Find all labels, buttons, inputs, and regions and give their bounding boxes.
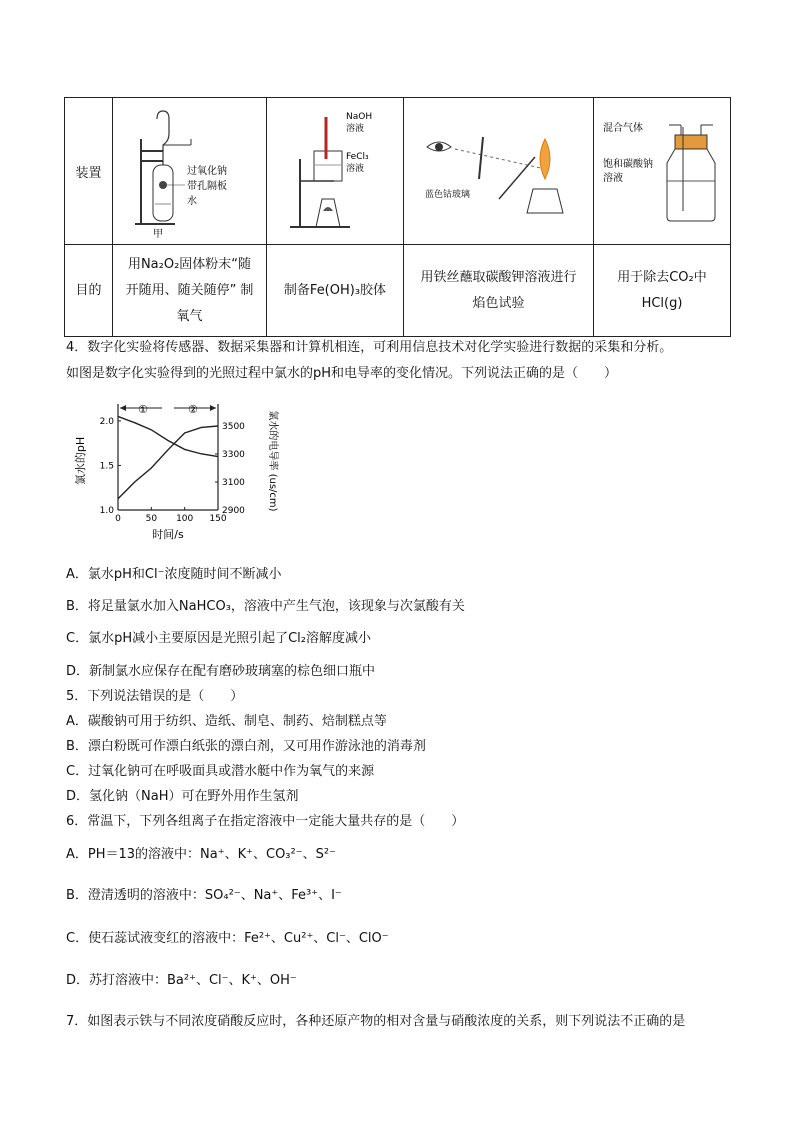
q6-option-b: B．澄清透明的溶液中：SO₄²⁻、Na⁺、Fe³⁺、I⁻ xyxy=(66,888,342,903)
x-tick-label: 100 xyxy=(176,514,194,524)
label-fecl3: FeCl₃ xyxy=(346,152,369,162)
x-axis-label: 时间/s xyxy=(152,528,184,541)
q5-option-a: A．碳酸钠可用于纺织、造纸、制皂、制药、焙制糕点等 xyxy=(66,714,387,729)
y-right-tick-label: 3500 xyxy=(222,422,245,432)
q4-line1: 4．数字化实验将传感器、数据采集器和计算机相连，可利用信息技术对化学实验进行数据的采集和分析。 xyxy=(66,340,673,355)
q4-option-a: A．氯水pH和Cl⁻浓度随时间不断减小 xyxy=(66,567,282,582)
purpose-4 xyxy=(594,245,731,337)
y-right-label: 氯水的电导率 (us/cm) xyxy=(267,410,278,512)
purpose-1-line-c: 氧气 xyxy=(176,308,203,324)
apparatus-2 xyxy=(267,98,404,245)
y-left-tick-label: 1.0 xyxy=(99,506,114,516)
purpose-3-line-a: 用铁丝蘸取碳酸钾溶液进行 xyxy=(420,269,577,285)
x-tick-label: 150 xyxy=(209,514,227,524)
q6-stem: 6．常温下，下列各组离子在指定溶液中一定能大量共存的是（ ） xyxy=(66,814,465,829)
apparatus-4 xyxy=(594,98,731,245)
x-tick-label: 0 xyxy=(115,514,121,524)
apparatus-2-figure xyxy=(270,99,400,239)
y-left-label: 氯水的pH xyxy=(74,436,87,486)
label-peroxide: 过氧化钠 xyxy=(186,166,227,177)
y-right-tick-label: 3300 xyxy=(222,450,245,460)
label-cobalt-glass: 蓝色钴玻璃 xyxy=(424,190,470,200)
apparatus-row xyxy=(65,98,731,245)
arrow-2-head xyxy=(210,405,216,411)
apparatus-1-figure xyxy=(115,99,265,239)
q4-option-d: D．新制氯水应保存在配有磨砂玻璃塞的棕色细口瓶中 xyxy=(66,664,376,679)
marker-2: ② xyxy=(188,403,198,416)
y-left-tick-label: 1.5 xyxy=(99,461,114,472)
label-mixed-gas: 混合气体 xyxy=(603,123,643,134)
x-tick-label: 50 xyxy=(145,514,158,524)
label-saturated-sol: 溶液 xyxy=(603,173,623,184)
ph-conductivity-chart xyxy=(70,392,290,552)
purpose-4-line-b: HCl(g) xyxy=(641,295,683,311)
q6-option-c: C．使石蕊试液变红的溶液中：Fe²⁺、Cu²⁺、Cl⁻、ClO⁻ xyxy=(66,931,389,946)
y-left-tick-label: 2.0 xyxy=(99,416,114,427)
apparatus-3-figure xyxy=(409,99,589,239)
label-plate: 带孔隔板 xyxy=(186,181,227,192)
row2-head: 目的 xyxy=(65,245,113,337)
purpose-1-line-b: 开随用、随关随停” 制 xyxy=(125,282,254,298)
label-water: 水 xyxy=(186,196,197,207)
q6-option-d: D．苏打溶液中：Ba²⁺、Cl⁻、K⁺、OH⁻ xyxy=(66,973,297,988)
q4-option-c: C．氯水pH减小主要原因是光照引起了Cl₂溶解度减小 xyxy=(66,631,372,646)
apparatus-4-figure xyxy=(597,99,727,239)
label-jia: 甲 xyxy=(152,229,163,239)
apparatus-3 xyxy=(404,98,594,245)
q7-stem: 7．如图表示铁与不同浓度硝酸反应时，各种还原产物的相对含量与硝酸浓度的关系，则下列说法不正确的是 xyxy=(66,1014,686,1029)
row1-head: 装置 xyxy=(65,98,113,245)
marker-1: ① xyxy=(138,403,148,416)
label-naoh: NaOH xyxy=(346,112,373,122)
q6-option-a: A．PH＝13的溶液中：Na⁺、K⁺、CO₃²⁻、S²⁻ xyxy=(66,847,336,862)
y-right-tick-label: 3100 xyxy=(222,478,245,488)
purpose-1 xyxy=(113,245,267,337)
apparatus-table xyxy=(64,97,731,337)
arrow-1-head xyxy=(120,405,126,411)
q4-option-b: B．将足量氯水加入NaHCO₃，溶液中产生气泡，该现象与次氯酸有关 xyxy=(66,599,465,614)
purpose-row xyxy=(65,245,731,337)
purpose-1-line-a: 用Na₂O₂固体粉末“随 xyxy=(127,256,252,272)
purpose-3 xyxy=(404,245,594,337)
q5-option-d: D．氢化钠（NaH）可在野外用作生氢剂 xyxy=(66,789,299,804)
label-saturated: 饱和碳酸钠 xyxy=(603,159,653,170)
purpose-3-line-b: 焰色试验 xyxy=(472,295,525,311)
q4-line2: 如图是数字化实验得到的光照过程中氯水的pH和电导率的变化情况。下列说法正确的是（ ） xyxy=(66,366,618,381)
apparatus-1 xyxy=(113,98,267,245)
label-fecl3-sol: 溶液 xyxy=(346,164,365,174)
q5-option-c: C．过氧化钠可在呼吸面具或潜水艇中作为氧气的来源 xyxy=(66,764,375,779)
q5-option-b: B．漂白粉既可作漂白纸张的漂白剂，又可用作游泳池的消毒剂 xyxy=(66,739,426,754)
label-naoh-sol: 溶液 xyxy=(346,124,365,134)
series-line-2 xyxy=(118,426,218,499)
purpose-4-line-a: 用于除去CO₂中 xyxy=(617,269,707,285)
q5-stem: 5．下列说法错误的是（ ） xyxy=(66,689,244,704)
y-right-tick-label: 2900 xyxy=(222,506,245,516)
purpose-2: 制备Fe(OH)₃胶体 xyxy=(267,245,404,337)
